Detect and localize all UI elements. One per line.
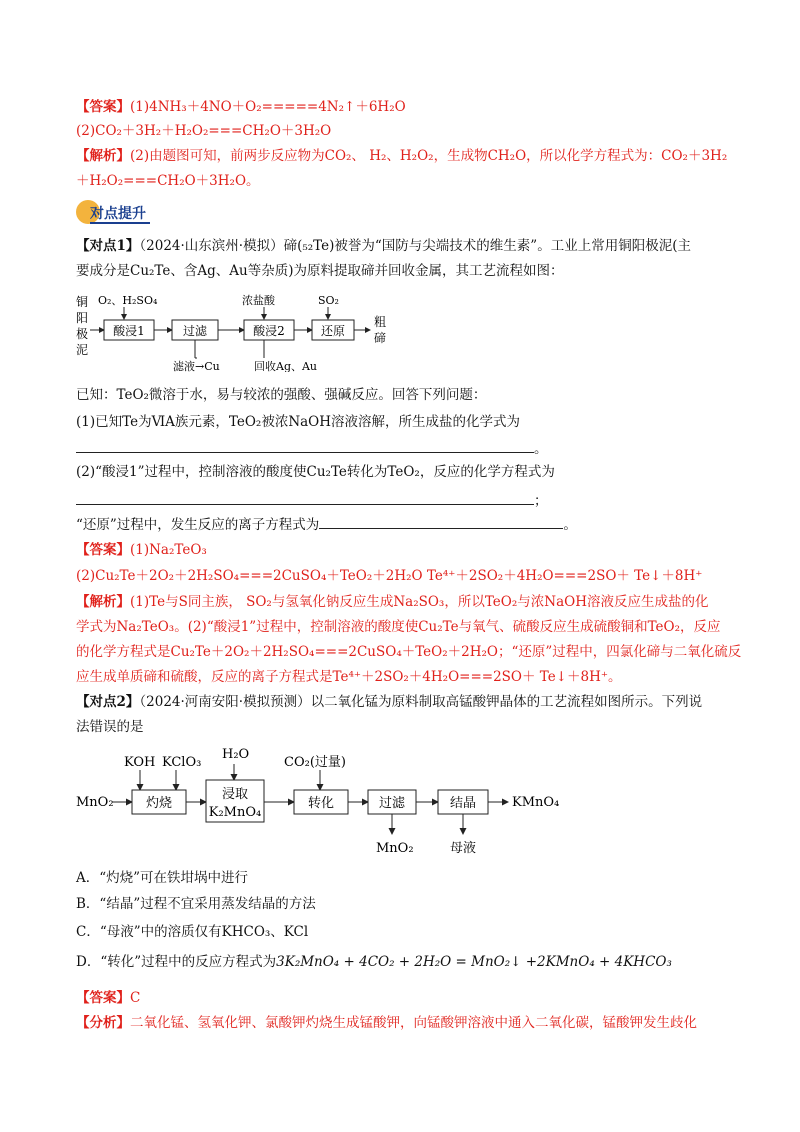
flow-box-label: 结晶: [449, 796, 477, 811]
flow-box-label: 酸浸2: [253, 324, 285, 338]
answer-label: 【答案】: [76, 990, 130, 1006]
option-d-equation: 3K₂MnO₄ + 4CO₂ + 2H₂O = MnO₂↓ +2KMnO₄ + 4KHCO₃: [276, 954, 672, 970]
flow-reagent: 浓盐酸: [242, 294, 275, 307]
analysis-line: (2)由题图可知，前两步反应物为CO₂、 H₂、H₂O₂，生成物CH₂O，所以化学方程式为：CO₂＋3H₂: [130, 148, 728, 164]
flow-end: KMnO₄: [512, 795, 560, 810]
flow-start-char: 极: [76, 327, 89, 341]
flow-diagram-1: [76, 290, 416, 372]
analysis-label: 【解析】: [76, 148, 130, 164]
answer-label: 【答案】: [76, 542, 130, 558]
question-2: [76, 692, 702, 712]
question-line: 要成分是Cu₂Te、含Ag、Au等杂质)为原料提取碲并回收金属，其工艺流程如图：: [76, 263, 564, 279]
flow-output: MnO₂: [376, 841, 414, 856]
flow-output: 滤液→Cu: [173, 360, 220, 372]
answer-line: (1)4NH₃＋4NO＋O₂=====4N₂↑＋6H₂O: [130, 99, 406, 115]
flow-box-label: 转化: [307, 796, 335, 811]
known-info: 已知：TeO₂微溶于水，易与较浓的强酸、强碱反应。回答下列问题：: [76, 387, 487, 403]
flow-reagent: CO₂(过量): [284, 755, 346, 770]
answer-blank: [76, 438, 534, 453]
answer-line: (2)CO₂＋3H₂＋H₂O₂===CH₂O＋3H₂O: [76, 123, 332, 139]
flow-box-label: 过滤: [378, 796, 406, 811]
flow-reagent: SO₂: [318, 294, 339, 307]
question-line: （2024·河南安阳·模拟预测）以二氧化锰为原料制取高锰酸钾晶体的工艺流程如图所示。下列说: [139, 694, 703, 710]
answer-blank: [319, 514, 563, 529]
analysis-label: 【解析】: [76, 594, 130, 610]
analysis-block-1: [76, 146, 727, 166]
flow-diagram-2: [76, 742, 596, 860]
answer-label: 【答案】: [76, 99, 130, 115]
flow-start-char: 泥: [76, 343, 89, 357]
answer-line: (1)Na₂TeO₃: [130, 542, 207, 558]
answer-blank: [76, 490, 534, 505]
flow-end-char: 碲: [374, 331, 387, 345]
flow-output: 母液: [450, 841, 477, 856]
answer-blank-row: [76, 438, 548, 459]
option-c: C．“母液”中的溶质仅有KHCO₃、KCl: [76, 924, 309, 940]
flow-box-label: 过滤: [182, 324, 208, 338]
analysis-line: ＋H₂O₂===CH₂O＋3H₂O。: [76, 173, 260, 189]
analysis-line: (1)Te与S同主族， SO₂与氢氧化钠反应生成Na₂SO₃，所以TeO₂与浓NaOH溶液反应生成盐的化: [130, 594, 709, 610]
answer-block-3: [76, 988, 140, 1008]
question-text: “还原”过程中，发生反应的离子方程式为: [76, 517, 320, 533]
question-part-3: [76, 514, 577, 535]
blank-punct: ；: [534, 493, 548, 509]
analysis-block-3: [76, 1013, 697, 1033]
flow-reagent: O₂、H₂SO₄: [98, 294, 158, 307]
flow-start-char: 阳: [76, 311, 89, 325]
blank-punct: 。: [563, 517, 577, 533]
question-line: 法错误的是: [76, 719, 144, 735]
question-line: （2024·山东滨州·模拟）碲(₅₂Te)被誉为“国防与尖端技术的维生素”。工业上常用铜阳极泥(主: [139, 238, 691, 254]
flow-reagent: KOH: [124, 755, 156, 770]
question-1: [76, 236, 691, 256]
blank-punct: 。: [534, 441, 548, 457]
option-b: B．“结晶”过程不宜采用蒸发结晶的方法: [76, 896, 316, 912]
option-a: A．“灼烧”可在铁坩埚中进行: [76, 870, 249, 886]
question-part-1: (1)已知Te为ⅥA族元素，TeO₂被浓NaOH溶液溶解，所生成盐的化学式为: [76, 414, 521, 430]
flow-output: 回收Ag、Au: [254, 360, 318, 372]
flow-box-label: 灼烧: [145, 796, 173, 811]
analysis-line: 的化学方程式是Cu₂Te＋2O₂＋2H₂SO₄===2CuSO₄＋TeO₂＋2H₂O；“还原”过程中，四氯化碲与二氧化硫反: [76, 644, 742, 660]
answer-block-1: [76, 97, 406, 117]
analysis-block-2: [76, 592, 708, 612]
flow-box-label: K₂MnO₄: [208, 805, 262, 820]
flow-start: MnO₂: [76, 795, 114, 810]
flow-box-label: 酸浸1: [113, 324, 145, 338]
answer-line: (2)Cu₂Te＋2O₂＋2H₂SO₄===2CuSO₄＋TeO₂＋2H₂O Te⁴⁺＋2SO₂＋4H₂O===2SO＋ Te↓＋8H⁺: [76, 568, 703, 584]
option-d: [76, 952, 672, 972]
analysis-line: 应生成单质碲和硫酸，反应的离子方程式是Te⁴⁺＋2SO₂＋4H₂O===2SO＋ Te↓＋8H⁺。: [76, 669, 622, 685]
flow-reagent: H₂O: [222, 747, 250, 762]
answer-blank-row: [76, 490, 548, 511]
flow-end-char: 粗: [374, 315, 387, 329]
flow-start-char: 铜: [76, 295, 89, 309]
option-d-text: D．“转化”过程中的反应方程式为: [76, 954, 277, 970]
analysis-line: 学式为Na₂TeO₃。(2)“酸浸1”过程中，控制溶液的酸度使Cu₂Te与氧气、硫酸反应生成硫酸铜和TeO₂，反应: [76, 619, 721, 635]
flow-box-label: 还原: [320, 324, 346, 338]
section-badge: [76, 200, 158, 224]
question-label: 【对点2】: [76, 694, 140, 710]
answer-line: C: [130, 990, 141, 1006]
badge-underline: [90, 222, 150, 224]
question-label: 【对点1】: [76, 238, 140, 254]
answer-block-2: [76, 540, 207, 560]
flow-box-label: 浸取: [221, 787, 249, 802]
badge-text: 对点提升: [90, 206, 146, 222]
question-part-2: (2)“酸浸1”过程中，控制溶液的酸度使Cu₂Te转化为TeO₂，反应的化学方程式为: [76, 464, 555, 480]
flow-reagent: KClO₃: [162, 755, 202, 770]
analysis-line: 二氧化锰、氢氧化钾、氯酸钾灼烧生成锰酸钾，向锰酸钾溶液中通入二氧化碳，锰酸钾发生歧化: [130, 1015, 697, 1031]
analysis-label: 【分析】: [76, 1015, 130, 1031]
